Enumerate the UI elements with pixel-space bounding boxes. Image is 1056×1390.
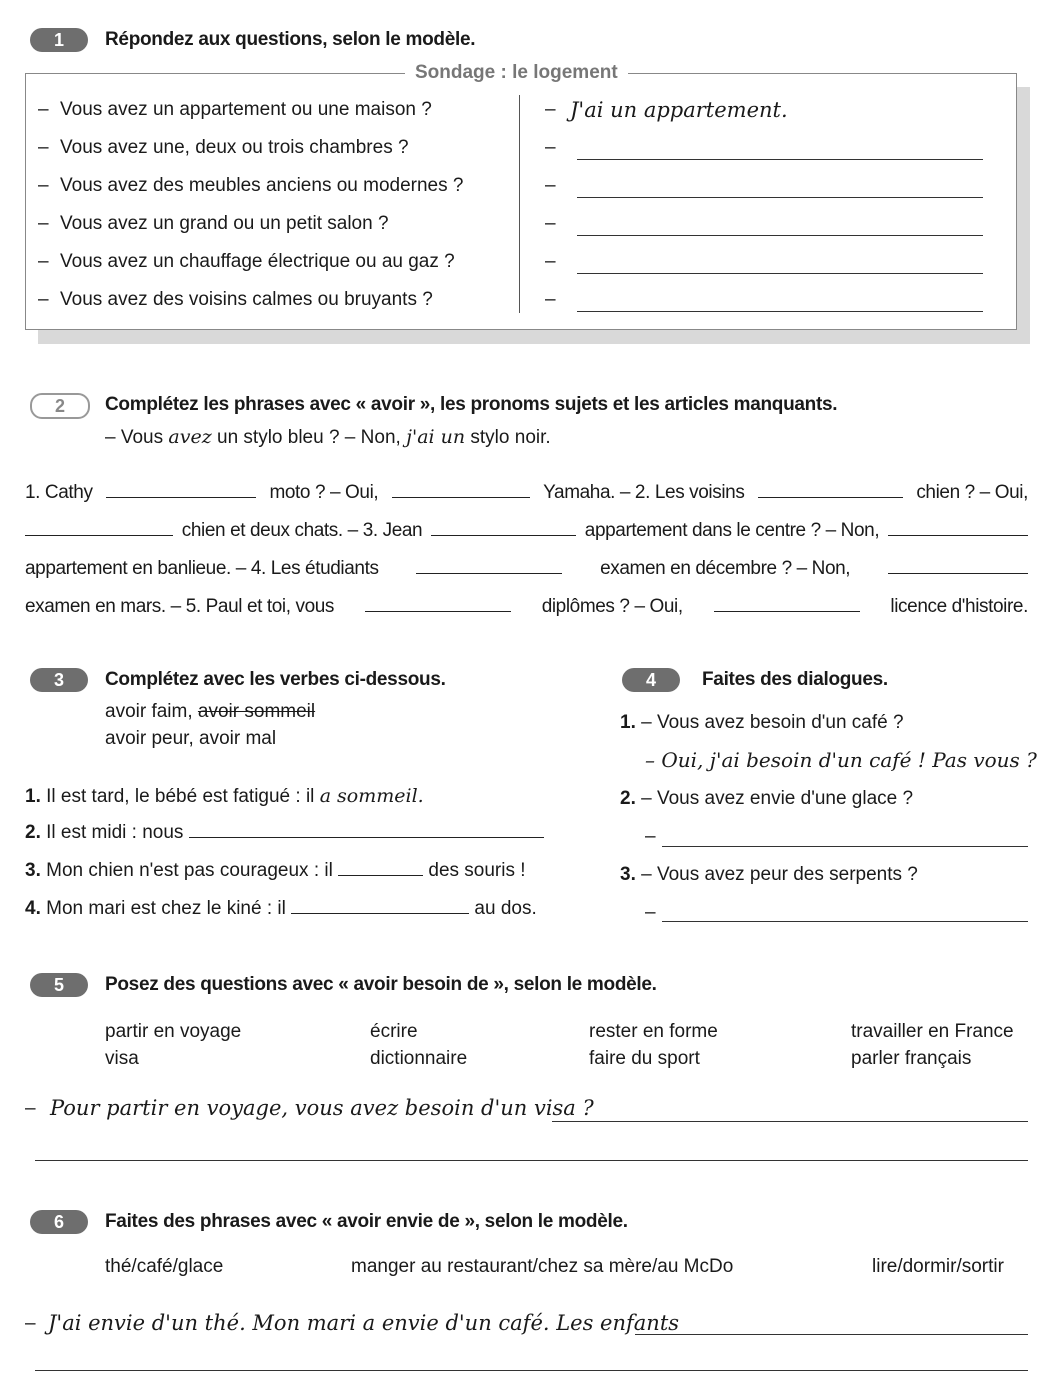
- model-handwritten: j'ai un: [406, 426, 466, 448]
- word: dictionnaire: [370, 1048, 468, 1069]
- exercise-4-item: [620, 864, 918, 886]
- verb-text: avoir faim,: [105, 701, 193, 722]
- dash: –: [545, 99, 556, 120]
- survey-question: Vous avez une, deux ou trois chambres ?: [60, 137, 409, 158]
- exercise-2-model: [105, 426, 551, 449]
- word: travailler en France: [851, 1021, 1014, 1042]
- answer-line[interactable]: [577, 235, 983, 236]
- survey-question: Vous avez des meubles anciens ou modernes ?: [60, 175, 464, 196]
- word-pair: [370, 1018, 467, 1072]
- item-text: des souris !: [428, 860, 526, 881]
- exercise-4-item: [620, 788, 913, 810]
- word-pair: [851, 1018, 1014, 1072]
- model-text: un stylo bleu ? – Non,: [217, 427, 401, 448]
- item-text: Mon mari est chez le kiné : il: [46, 898, 286, 919]
- exercise-2-line: [25, 558, 1028, 580]
- exercise-6-badge: 6: [30, 1210, 88, 1234]
- item-question: – Vous avez besoin d'un café ?: [641, 712, 904, 733]
- model-answer: Pour partir en voyage, vous avez besoin d'un visa ?: [50, 1096, 594, 1120]
- exercise-3-badge: 3: [30, 668, 88, 692]
- survey-question: Vous avez un appartement ou une maison ?: [60, 99, 432, 120]
- answer-line[interactable]: [662, 846, 1028, 847]
- dash: –: [38, 213, 49, 234]
- word: rester en forme: [589, 1021, 718, 1042]
- model-text: stylo noir.: [470, 427, 551, 448]
- exercise-3-item: [25, 898, 537, 920]
- exercise-3-item: [25, 785, 424, 808]
- answer-line[interactable]: [35, 1160, 1028, 1161]
- dash: –: [545, 289, 556, 310]
- sentence-text: 1. Cathy: [25, 482, 93, 503]
- sentence-text: examen en mars. – 5. Paul et toi, vous: [25, 596, 335, 617]
- dash: –: [38, 99, 49, 120]
- dash: –: [545, 213, 556, 234]
- dash: –: [645, 902, 656, 923]
- survey-question: Vous avez des voisins calmes ou bruyants ?: [60, 289, 433, 310]
- blank-field[interactable]: [25, 534, 173, 536]
- exercise-6-title: Faites des phrases avec « avoir envie de », selon le modèle.: [105, 1211, 628, 1232]
- item-number: 1.: [25, 786, 41, 807]
- dash: –: [645, 826, 656, 847]
- exercise-2-line: [25, 596, 1028, 618]
- sentence-text: licence d'histoire.: [890, 596, 1028, 617]
- dash: –: [545, 137, 556, 158]
- dash: –: [38, 137, 49, 158]
- model-answer: J'ai envie d'un thé. Mon mari a envie d'un café. Les enfants: [48, 1311, 680, 1335]
- item-text: Mon chien n'est pas courageux : il: [46, 860, 333, 881]
- answer-line[interactable]: [577, 273, 983, 274]
- exercise-3-item: [25, 860, 526, 882]
- exercise-4-title: Faites des dialogues.: [702, 669, 888, 690]
- sentence-text: appartement en banlieue. – 4. Les étudiants: [25, 558, 379, 579]
- exercise-3-title: Complétez avec les verbes ci-dessous.: [105, 669, 446, 690]
- item-number: 2.: [25, 822, 41, 843]
- item-number: 3.: [620, 864, 636, 885]
- sentence-text: examen en décembre ? – Non,: [600, 558, 851, 579]
- blank-field[interactable]: [106, 496, 256, 498]
- item-text: Il est tard, le bébé est fatigué : il: [46, 786, 315, 807]
- item-number: 3.: [25, 860, 41, 881]
- exercise-1-badge: 1: [30, 28, 88, 52]
- answer-line[interactable]: [577, 197, 983, 198]
- word-group: manger au restaurant/chez sa mère/au McDo: [351, 1256, 734, 1277]
- sentence-text: diplômes ? – Oui,: [541, 596, 683, 617]
- verb-list: avoir peur, avoir mal: [105, 728, 277, 749]
- answer-line[interactable]: [577, 311, 983, 312]
- column-divider: [519, 95, 520, 313]
- exercise-2-badge: 2: [30, 393, 90, 419]
- dash: –: [38, 289, 49, 310]
- exercise-4-item: [620, 712, 904, 734]
- answer-line[interactable]: [635, 1334, 1028, 1335]
- item-question: – Vous avez peur des serpents ?: [641, 864, 918, 885]
- dash: –: [38, 175, 49, 196]
- model-answer: J'ai un appartement.: [570, 98, 788, 122]
- word-group: thé/café/glace: [105, 1256, 224, 1277]
- item-number: 4.: [25, 898, 41, 919]
- blank-field[interactable]: [392, 496, 530, 498]
- survey-question: Vous avez un grand ou un petit salon ?: [60, 213, 389, 234]
- blank-field[interactable]: [431, 534, 576, 536]
- word-pair: [589, 1018, 718, 1072]
- exercise-1-title: Répondez aux questions, selon le modèle.: [105, 29, 476, 50]
- word-pair: [105, 1018, 241, 1072]
- sentence-text: moto ? – Oui,: [269, 482, 379, 503]
- sentence-text: chien et deux chats. – 3. Jean: [181, 520, 423, 541]
- exercise-5-title: Posez des questions avec « avoir besoin de », selon le modèle.: [105, 974, 657, 995]
- exercise-2-line: [25, 520, 1028, 542]
- word: parler français: [851, 1048, 972, 1069]
- dash: –: [38, 251, 49, 272]
- verb-list: [105, 701, 315, 723]
- word: écrire: [370, 1021, 418, 1042]
- item-number: 2.: [620, 788, 636, 809]
- dash: –: [25, 1313, 36, 1334]
- answer-line[interactable]: [35, 1370, 1028, 1371]
- exercise-2-line: [25, 482, 1028, 504]
- answer-line[interactable]: [552, 1121, 1028, 1122]
- model-answer: – Oui, j'ai besoin d'un café ! Pas vous ?: [645, 748, 1037, 772]
- answer-line[interactable]: [662, 921, 1028, 922]
- dash: –: [25, 1098, 36, 1119]
- word: visa: [105, 1048, 139, 1069]
- model-handwritten: avez: [168, 426, 212, 448]
- item-question: – Vous avez envie d'une glace ?: [641, 788, 914, 809]
- sentence-text: chien ? – Oui,: [916, 482, 1028, 503]
- blank-field[interactable]: [758, 496, 903, 498]
- sentence-text: Yamaha. – 2. Les voisins: [543, 482, 745, 503]
- blank-field[interactable]: [888, 534, 1028, 536]
- word: partir en voyage: [105, 1021, 242, 1042]
- model-text: – Vous: [105, 427, 164, 448]
- model-answer: a sommeil.: [319, 785, 424, 807]
- blank-field[interactable]: [416, 572, 562, 574]
- item-number: 1.: [620, 712, 636, 733]
- dash: –: [545, 251, 556, 272]
- exercise-2-title: Complétez les phrases avec « avoir », les pronoms sujets et les articles manquants.: [105, 394, 838, 415]
- item-text: au dos.: [474, 898, 537, 919]
- blank-field[interactable]: [189, 836, 544, 838]
- sentence-text: appartement dans le centre ? – Non,: [584, 520, 880, 541]
- item-text: Il est midi : nous: [46, 822, 184, 843]
- dash: –: [545, 175, 556, 196]
- blank-field[interactable]: [291, 912, 469, 914]
- answer-line[interactable]: [577, 159, 983, 160]
- survey-box-title: Sondage : le logement: [405, 62, 628, 84]
- exercise-5-badge: 5: [30, 973, 88, 997]
- blank-field[interactable]: [714, 610, 860, 612]
- blank-field[interactable]: [365, 610, 511, 612]
- exercise-3-item: [25, 822, 544, 844]
- survey-question: Vous avez un chauffage électrique ou au gaz ?: [60, 251, 455, 272]
- word: faire du sport: [589, 1048, 700, 1069]
- verb-struck: avoir sommeil: [197, 701, 316, 722]
- blank-field[interactable]: [888, 572, 1028, 574]
- exercise-4-badge: 4: [622, 668, 680, 692]
- word-group: lire/dormir/sortir: [872, 1256, 1004, 1277]
- blank-field[interactable]: [338, 874, 423, 876]
